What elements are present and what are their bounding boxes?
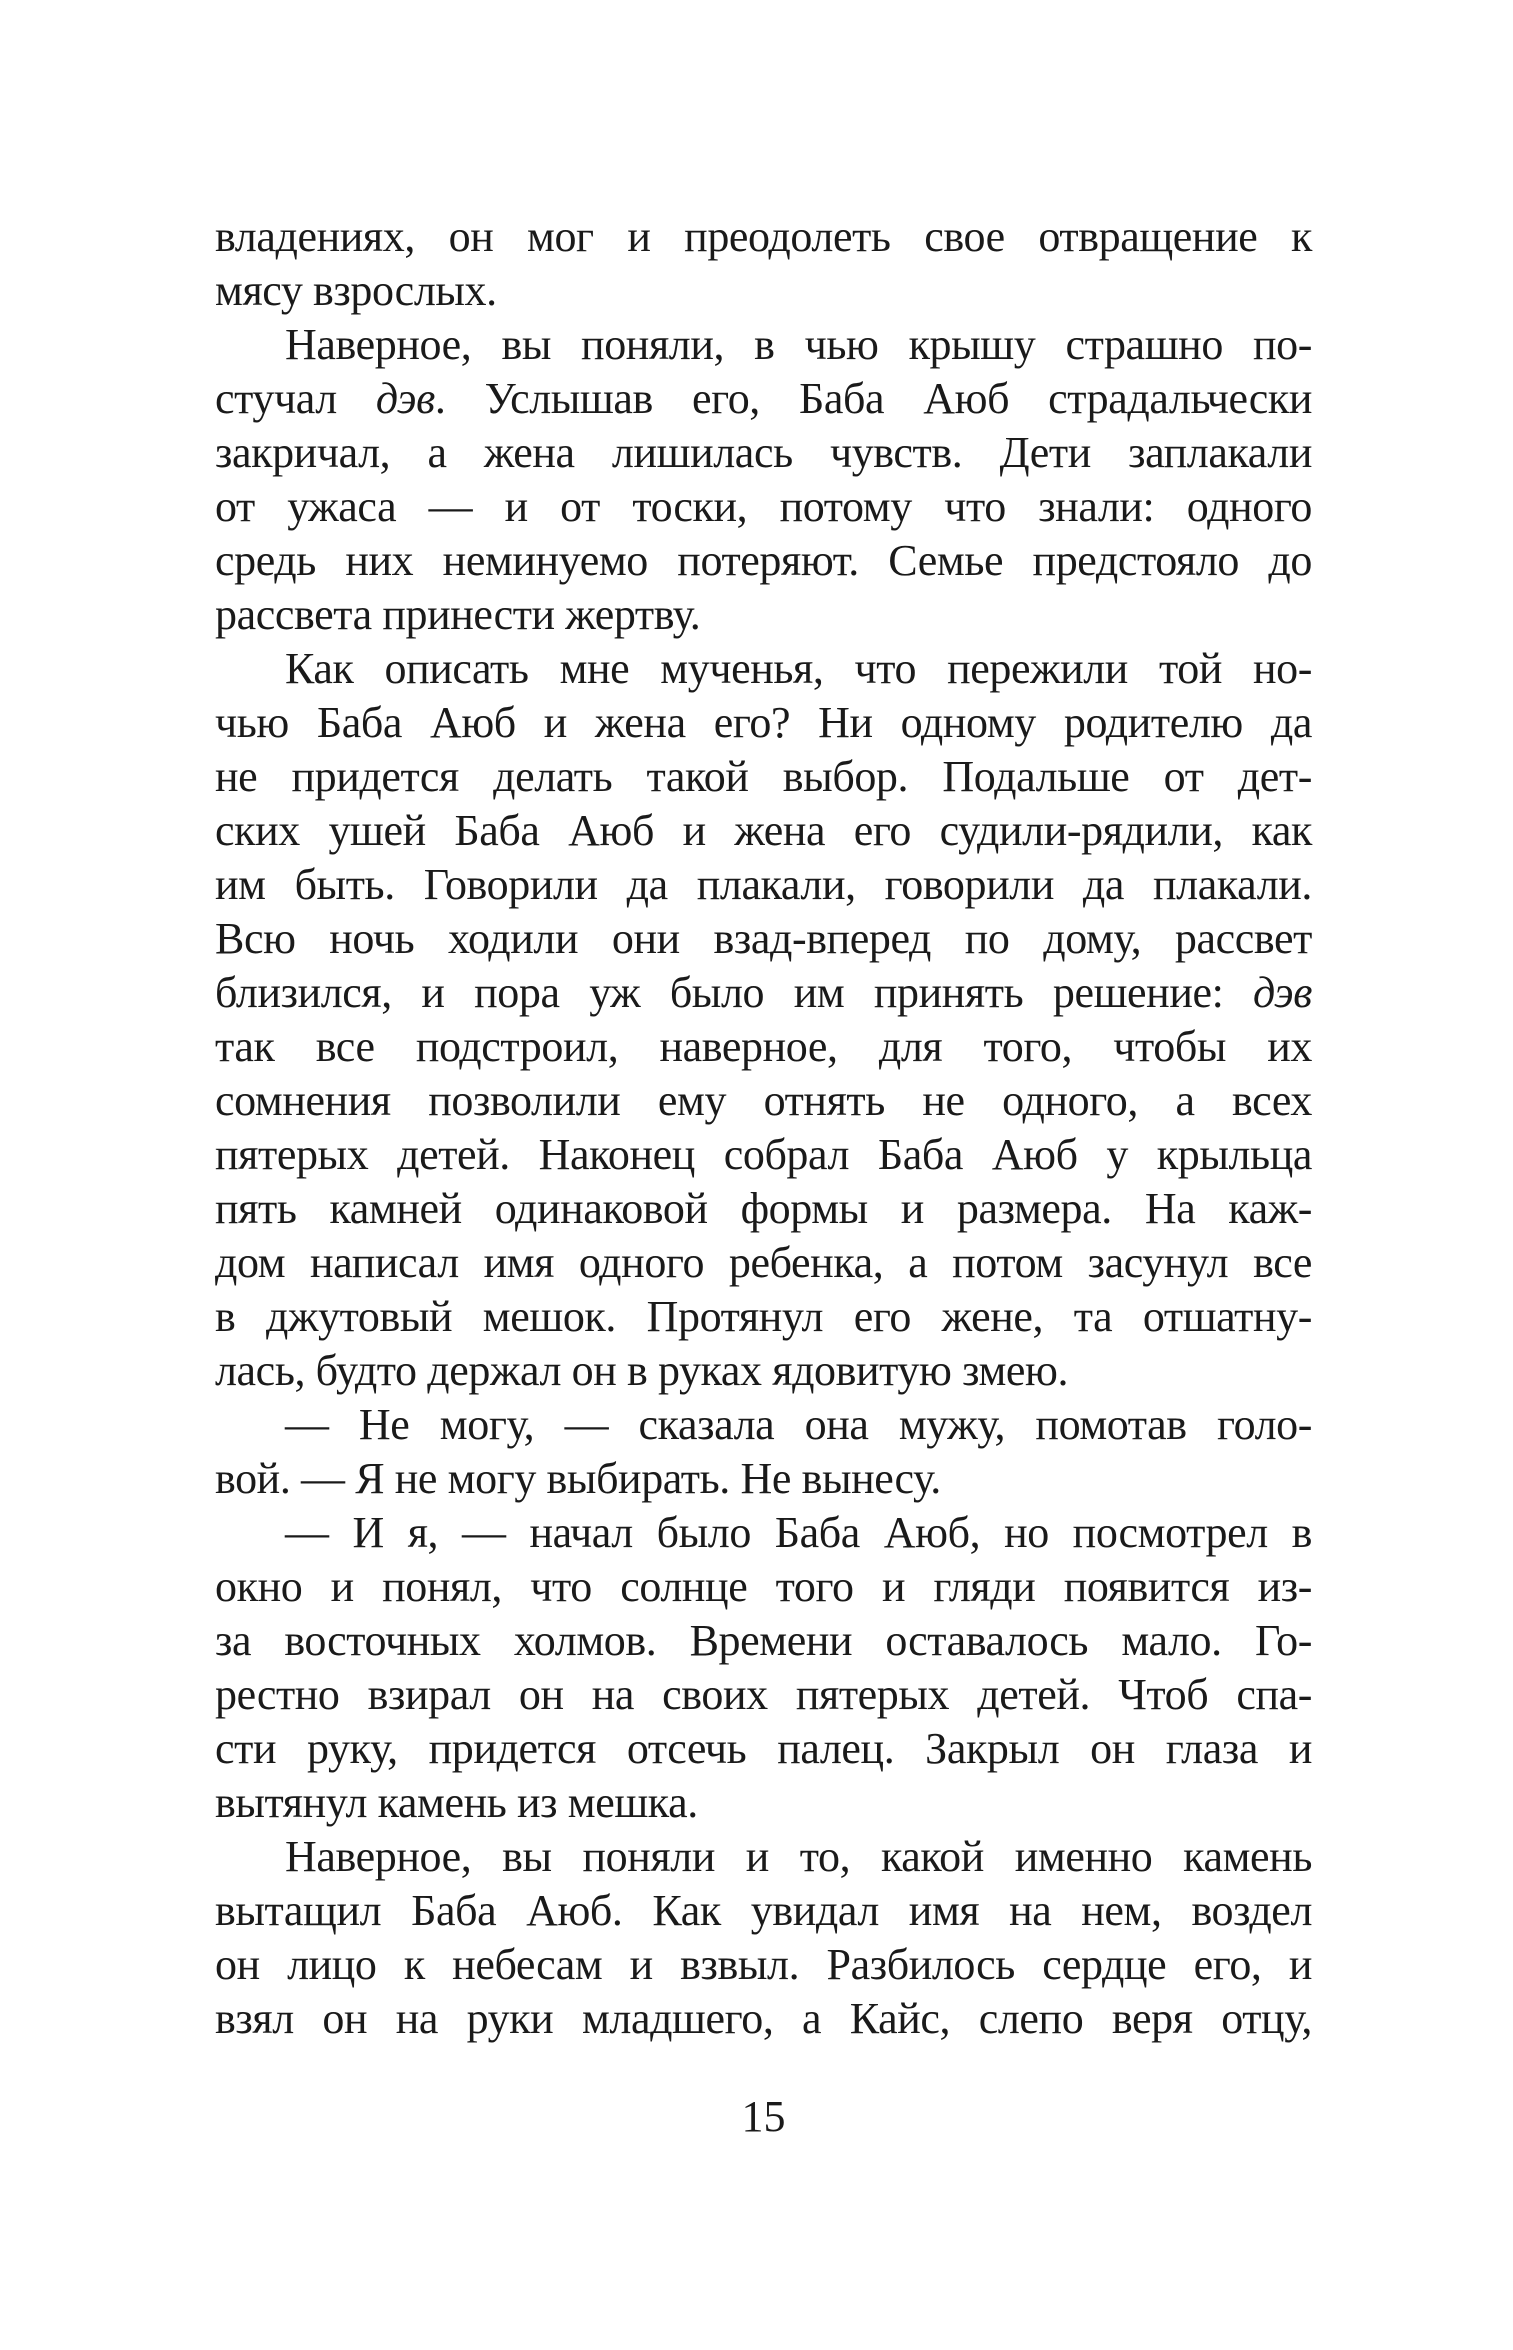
text-run: закричал, а жена лишилась чувств. Дети заплакали	[215, 428, 1312, 477]
text-run: пятерых детей. Наконец собрал Баба Аюб у крыльца	[215, 1130, 1312, 1179]
text-run: сомнения позволили ему отнять не одного, а всех	[215, 1076, 1312, 1125]
text-run: Наверное, вы поняли, в чью крышу страшно по-	[285, 320, 1312, 369]
text-line	[215, 372, 1312, 426]
text-run: от ужаса — и от тоски, потому что знали: одного	[215, 482, 1312, 531]
text-run: Наверное, вы поняли и то, какой именно камень	[285, 1832, 1312, 1881]
paragraph	[215, 642, 1312, 1398]
text-line	[215, 1668, 1312, 1722]
text-run: Как описать мне мученья, что пережили той но-	[285, 644, 1312, 693]
text-run: он лицо к небесам и взвыл. Разбилось сердце его, и	[215, 1940, 1312, 1989]
text-line	[215, 1506, 1312, 1560]
text-run: средь них неминуемо потеряют. Семье предстояло до	[215, 536, 1312, 585]
text-run: рестно взирал он на своих пятерых детей. Чтоб спа-	[215, 1670, 1312, 1719]
text-line	[215, 1884, 1312, 1938]
page-number: 15	[741, 2092, 786, 2141]
paragraph	[215, 210, 1312, 318]
text-run: мясу взрослых.	[215, 266, 497, 315]
text-line	[215, 1830, 1312, 1884]
text-line	[215, 1344, 1312, 1398]
text-line	[215, 858, 1312, 912]
text-run: за восточных холмов. Времени оставалось мало. Го-	[215, 1616, 1312, 1665]
text-line	[215, 264, 1312, 318]
italic-term: дэв	[1253, 968, 1312, 1017]
text-line	[215, 1128, 1312, 1182]
text-line	[215, 750, 1312, 804]
text-run: вытащил Баба Аюб. Как увидал имя на нем, воздел	[215, 1886, 1312, 1935]
text-run: так все подстроил, наверное, для того, чтобы их	[215, 1022, 1312, 1071]
text-run: чью Баба Аюб и жена его? Ни одному родителю да	[215, 698, 1312, 747]
text-line	[215, 1938, 1312, 1992]
text-run: — И я, — начал было Баба Аюб, но посмотрел в	[285, 1508, 1312, 1557]
text-run: в джутовый мешок. Протянул его жене, та отшатну-	[215, 1292, 1312, 1341]
text-run: близился, и пора уж было им принять решение:	[215, 968, 1254, 1017]
text-line	[215, 1074, 1312, 1128]
text-run: ских ушей Баба Аюб и жена его судили-рядили, как	[215, 806, 1312, 855]
text-line	[215, 1776, 1312, 1830]
text-line	[215, 642, 1312, 696]
text-line	[215, 1992, 1312, 2046]
text-run: . Услышав его, Баба Аюб страдальчески	[434, 374, 1312, 423]
text-line	[215, 696, 1312, 750]
text-run: рассвета принести жертву.	[215, 590, 701, 639]
text-run: Всю ночь ходили они взад-вперед по дому, рассвет	[215, 914, 1312, 963]
text-line	[215, 804, 1312, 858]
paragraph	[215, 1830, 1312, 2046]
text-line	[215, 1398, 1312, 1452]
text-line	[215, 1614, 1312, 1668]
text-line	[215, 1290, 1312, 1344]
text-line	[215, 480, 1312, 534]
text-line	[215, 966, 1312, 1020]
text-run: не придется делать такой выбор. Подальше от дет-	[215, 752, 1312, 801]
text-run: сти руку, придется отсечь палец. Закрыл он глаза и	[215, 1724, 1312, 1773]
text-line	[215, 912, 1312, 966]
text-run: владениях, он мог и преодолеть свое отвращение к	[215, 212, 1312, 261]
text-run: — Не могу, — сказала она мужу, помотав голо-	[285, 1400, 1312, 1449]
text-run: лась, будто держал он в руках ядовитую змею.	[215, 1346, 1069, 1395]
text-run: им быть. Говорили да плакали, говорили да плакали.	[215, 860, 1312, 909]
text-run: окно и понял, что солнце того и гляди появится из-	[215, 1562, 1312, 1611]
text-run: стучал	[215, 374, 376, 423]
text-line	[215, 1560, 1312, 1614]
text-line	[215, 318, 1312, 372]
paragraph	[215, 1506, 1312, 1830]
text-line	[215, 588, 1312, 642]
text-line	[215, 1020, 1312, 1074]
text-line	[215, 1722, 1312, 1776]
text-line	[215, 534, 1312, 588]
text-run: взял он на руки младшего, а Кайс, слепо веря отцу,	[215, 1994, 1312, 2043]
italic-term: дэв	[375, 374, 435, 423]
text-line	[215, 1452, 1312, 1506]
paragraph	[215, 318, 1312, 642]
text-run: пять камней одинаковой формы и размера. На каж-	[215, 1184, 1312, 1233]
text-line	[215, 210, 1312, 264]
text-line	[215, 426, 1312, 480]
text-run: вытянул камень из мешка.	[215, 1778, 698, 1827]
text-run: дом написал имя одного ребенка, а потом засунул все	[215, 1238, 1312, 1287]
text-block	[215, 210, 1312, 2046]
text-line	[215, 1182, 1312, 1236]
text-run: вой. — Я не могу выбирать. Не вынесу.	[215, 1454, 941, 1503]
paragraph	[215, 1398, 1312, 1506]
text-line	[215, 1236, 1312, 1290]
